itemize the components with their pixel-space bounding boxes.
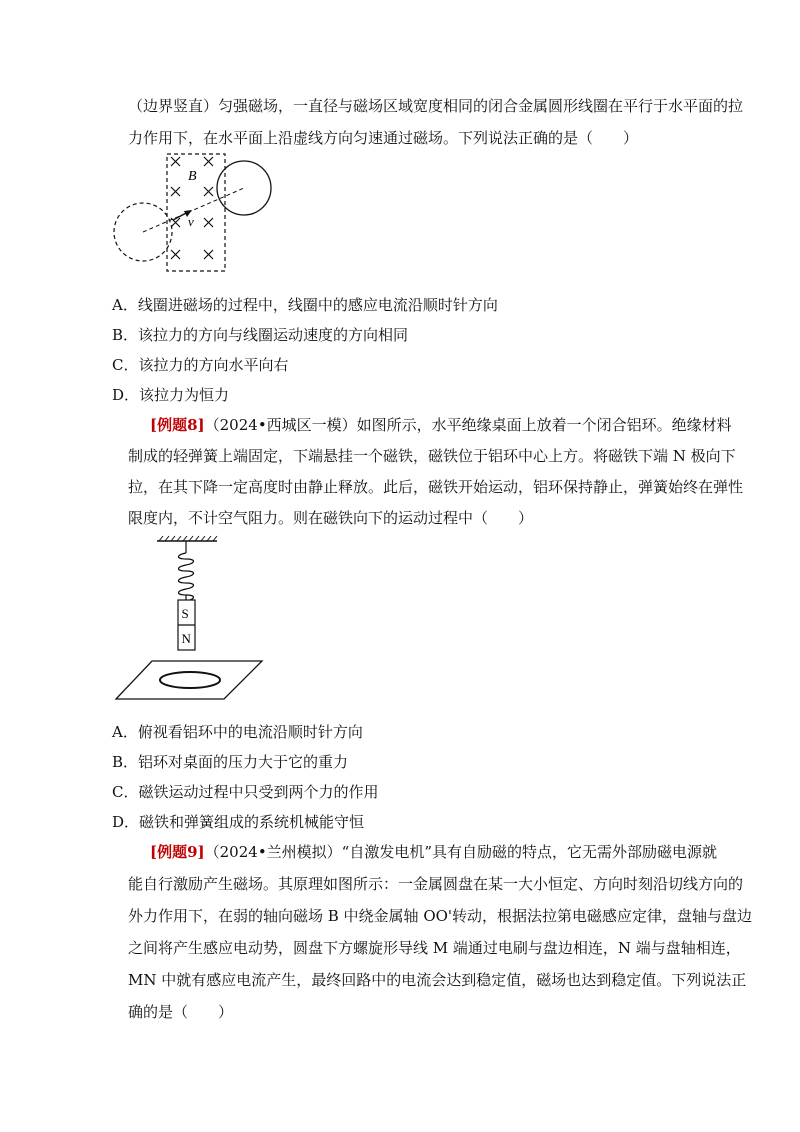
q8-option-c[interactable]: C．磁铁运动过程中只受到两个力的作用 [112,783,379,801]
field-label-b: B [188,169,197,184]
q7-stem-line-1: （边界竖直）匀强磁场，一直径与磁场区域宽度相同的闭合金属圆形线圈在平行于水平面的拉 [128,97,744,115]
q9-stem-line-4: 之间将产生感应电动势，圆盘下方螺旋形导线 M 端通过电刷与盘边相连，N 端与盘轴相连， [128,939,741,957]
q7-option-a[interactable]: A．线圈进磁场的过程中，线圈中的感应电流沿顺时针方向 [112,296,498,314]
q7-option-d[interactable]: D．该拉力为恒力 [112,386,230,404]
q7-magnetic-field-figure [110,150,290,275]
q8-stem-line-4: 限度内，不计空气阻力。则在磁铁向下的运动过程中（ ） [128,509,534,527]
q7-option-c[interactable]: C．该拉力的方向水平向右 [112,356,289,374]
q8-option-d[interactable]: D．磁铁和弹簧组成的系统机械能守恒 [112,813,365,831]
magnet-pole-n: N [181,631,191,646]
q8-option-a[interactable]: A．俯视看铝环中的电流沿顺时针方向 [112,723,363,741]
q9-stem-line-2: 能自行激励产生磁场。其原理如图所示：一金属圆盘在某一大小恒定、方向时刻沿切线方向的 [128,875,744,893]
q9-stem-line-1 [150,842,717,862]
q7-option-b[interactable]: B．该拉力的方向与线圈运动速度的方向相同 [112,326,409,344]
q8-tag: [例题8] [150,416,205,434]
q8-option-b[interactable]: B．铝环对桌面的压力大于它的重力 [112,753,349,771]
q9-stem-line-6: 确的是（ ） [128,1003,234,1021]
q7-stem-line-2: 力作用下，在水平面上沿虚线方向匀速通过磁场。下列说法正确的是（ ） [128,129,639,147]
q8-stem-line-3: 拉，在其下降一定高度时由静止释放。此后，磁铁开始运动，铝环保持静止，弹簧始终在弹性 [128,478,744,496]
q9-stem-line-3: 外力作用下，在弱的轴向磁场 B 中绕金属轴 OO'转动，根据法拉第电磁感应定律，盘轴与盘边 [128,907,753,925]
q9-stem-first: （2024•兰州模拟）“自激发电机”具有自励磁的特点，它无需外部励磁电源就 [204,843,718,861]
aluminum-ring [160,672,220,688]
q8-stem-line-1 [150,415,732,435]
q9-stem-line-5: MN 中就有感应电流产生，最终回路中的电流会达到稳定值，磁场也达到稳定值。下列说法正 [128,971,747,989]
q8-stem-first: （2024•西城区一模）如图所示，水平绝缘桌面上放着一个闭合铝环。绝缘材料 [204,416,732,434]
spring-coil-icon [179,553,194,601]
q8-stem-line-2: 制成的轻弹簧上端固定，下端悬挂一个磁铁，磁铁位于铝环中心上方。将磁铁下端 N 极向下 [128,447,736,465]
magnet-pole-s: S [181,606,189,621]
q8-magnet-spring-figure [112,535,272,705]
table-surface [116,661,262,699]
q9-tag: [例题9] [150,843,205,861]
velocity-label-v: v [188,214,194,229]
